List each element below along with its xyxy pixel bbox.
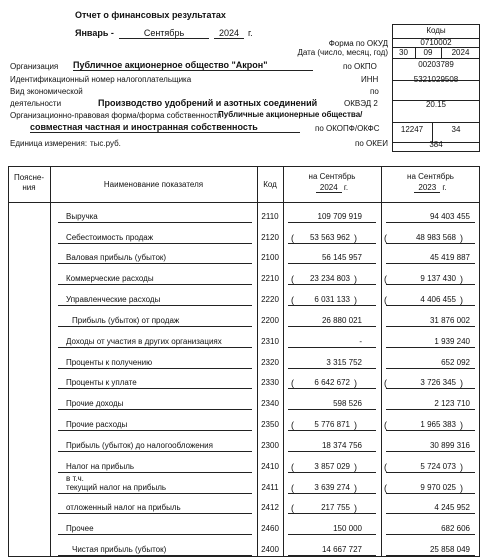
okopf-label: по ОКОПФ/ОКФС <box>315 124 380 133</box>
okei-value: 384 <box>429 140 443 149</box>
row-previous-underline <box>386 472 475 473</box>
open-paren-previous: ( <box>384 295 387 305</box>
open-paren-current: ( <box>291 378 294 388</box>
close-paren-current: ) <box>354 462 357 472</box>
row-previous-value: 25 858 049 <box>429 545 470 554</box>
row-name: отложенный налог на прибыль <box>66 503 181 512</box>
row-previous-value: 1 965 383 <box>420 420 456 429</box>
row-name-underline <box>58 493 252 494</box>
row-name-underline <box>58 451 252 452</box>
row-previous-underline <box>386 513 475 514</box>
row-current-value: 53 563 962 <box>309 233 350 242</box>
activity-label-1: Вид экономической <box>10 87 83 96</box>
row-name: Прочее <box>66 524 94 533</box>
row-name: Налог на прибыль <box>66 462 135 471</box>
open-paren-current: ( <box>291 483 294 493</box>
row-current-value: 23 234 803 <box>309 274 350 283</box>
row-name: Выручка <box>66 212 98 221</box>
row-current-underline <box>288 368 376 369</box>
row-name-underline <box>58 263 252 264</box>
row-prefix: в т.ч. <box>66 474 84 483</box>
date-year: 2024 <box>451 48 470 57</box>
row-current-value: 109 709 919 <box>317 212 362 221</box>
row-previous-value: 3 726 345 <box>420 378 456 387</box>
inn-label: ИНН <box>361 75 379 84</box>
close-paren-previous: ) <box>460 274 463 284</box>
row-previous-value: 652 092 <box>441 358 470 367</box>
close-paren-previous: ) <box>460 295 463 305</box>
row-name-underline <box>58 326 252 327</box>
row-name-underline <box>58 222 252 223</box>
row-code: 2200 <box>261 316 279 325</box>
close-paren-current: ) <box>354 503 357 513</box>
row-previous-underline <box>386 243 475 244</box>
row-code: 2412 <box>261 503 279 512</box>
row-name-underline <box>58 534 252 535</box>
row-code: 2411 <box>261 483 279 492</box>
row-name: Проценты к получению <box>66 358 153 367</box>
row-name: Валовая прибыль (убыток) <box>66 253 167 262</box>
row-name: Прибыль (убыток) до налогообложения <box>66 441 213 450</box>
legal-form-label: Организационно-правовая форма/форма собственности <box>10 111 222 120</box>
col-prev-prefix: на Сентябрь <box>407 172 454 181</box>
row-previous-underline <box>386 493 475 494</box>
okopf-value: 12247 <box>400 125 424 134</box>
row-code: 2340 <box>261 399 279 408</box>
row-current-value: 3 639 274 <box>314 483 350 492</box>
okud-label: Форма по ОКУД <box>328 39 388 48</box>
col-prev-year: 2023 <box>414 183 440 193</box>
row-code: 2120 <box>261 233 279 242</box>
row-current-value: 5 776 871 <box>314 420 350 429</box>
row-code: 2220 <box>261 295 279 304</box>
row-current-underline <box>288 430 376 431</box>
row-name: Прочие доходы <box>66 399 124 408</box>
row-name-underline <box>58 472 252 473</box>
close-paren-current: ) <box>354 378 357 388</box>
row-current-underline <box>288 326 376 327</box>
open-paren-previous: ( <box>384 483 387 493</box>
row-code: 2400 <box>261 545 279 554</box>
open-paren-previous: ( <box>384 274 387 284</box>
row-current-underline <box>288 305 376 306</box>
row-code: 2350 <box>261 420 279 429</box>
legal-form-value-2: совместная частная и иностранная собственность <box>30 122 300 133</box>
okpo-label: по ОКПО <box>343 62 377 71</box>
row-previous-value: 31 876 002 <box>429 316 470 325</box>
row-code: 2100 <box>261 253 279 262</box>
row-previous-underline <box>386 284 475 285</box>
row-current-underline <box>288 222 376 223</box>
col-prev-suffix: г. <box>442 183 447 192</box>
inn-label-left: Идентификационный номер налогоплательщика <box>10 75 192 84</box>
row-previous-value: 682 606 <box>441 524 470 533</box>
row-name: Прочие расходы <box>66 420 128 429</box>
row-current-underline <box>288 243 376 244</box>
open-paren-previous: ( <box>384 462 387 472</box>
row-current-value: 598 526 <box>333 399 362 408</box>
close-paren-current: ) <box>354 233 357 243</box>
unit-value: тыс.руб. <box>90 139 121 148</box>
row-previous-underline <box>386 555 475 556</box>
row-name-underline <box>58 513 252 514</box>
row-name: Проценты к уплате <box>66 378 137 387</box>
open-paren-current: ( <box>291 420 294 430</box>
row-current-underline <box>288 555 376 556</box>
row-code: 2300 <box>261 441 279 450</box>
open-paren-current: ( <box>291 295 294 305</box>
row-name: текущий налог на прибыль <box>66 483 167 492</box>
row-previous-underline <box>386 368 475 369</box>
activity-label-2: деятельности <box>10 99 62 108</box>
open-paren-current: ( <box>291 503 294 513</box>
row-previous-underline <box>386 534 475 535</box>
row-current-value: 14 667 727 <box>321 545 362 554</box>
col-indicator-header: Наименование показателя <box>103 180 204 189</box>
row-previous-value: 30 899 316 <box>429 441 470 450</box>
row-previous-value: 1 939 240 <box>434 337 470 346</box>
open-paren-current: ( <box>291 233 294 243</box>
row-previous-underline <box>386 263 475 264</box>
inn-value: 5321029508 <box>413 75 459 84</box>
close-paren-previous: ) <box>460 483 463 493</box>
row-current-underline <box>288 284 376 285</box>
row-current-value: 3 315 752 <box>326 358 362 367</box>
close-paren-current: ) <box>354 483 357 493</box>
row-name: Коммерческие расходы <box>66 274 154 283</box>
row-previous-underline <box>386 326 475 327</box>
row-current-value: 6 031 133 <box>314 295 350 304</box>
open-paren-current: ( <box>291 462 294 472</box>
close-paren-current: ) <box>354 274 357 284</box>
okpo-value: 00203789 <box>418 60 454 69</box>
period-month: Сентябрь <box>119 28 209 39</box>
legal-form-value-1: Публичные акционерные общества/ <box>218 110 363 119</box>
report-title: Отчет о финансовых результатах <box>75 10 226 20</box>
row-code: 2460 <box>261 524 279 533</box>
col-code-header: Код <box>263 180 277 189</box>
row-name-underline <box>58 430 252 431</box>
unit-label: Единица измерения: <box>10 139 88 148</box>
okud-value: 0710002 <box>420 38 452 47</box>
row-name-underline <box>58 555 252 556</box>
col-current-period <box>283 183 381 193</box>
row-name: Чистая прибыль (убыток) <box>72 545 167 554</box>
close-paren-current: ) <box>354 420 357 430</box>
row-name-underline <box>58 243 252 244</box>
row-code: 2310 <box>261 337 279 346</box>
row-current-value: 6 642 672 <box>314 378 350 387</box>
row-code: 2210 <box>261 274 279 283</box>
period-year-suffix: г. <box>248 28 253 38</box>
open-paren-previous: ( <box>384 233 387 243</box>
row-name: Себестоимость продаж <box>66 233 154 242</box>
row-previous-underline <box>386 347 475 348</box>
close-paren-previous: ) <box>460 233 463 243</box>
row-previous-value: 94 403 455 <box>429 212 470 221</box>
col-prev-period <box>381 183 480 193</box>
row-name: Управленческие расходы <box>66 295 161 304</box>
row-name-underline <box>58 409 252 410</box>
row-name-underline <box>58 284 252 285</box>
period-year: 2024 <box>214 28 244 39</box>
close-paren-previous: ) <box>460 420 463 430</box>
row-previous-value: 4 406 455 <box>420 295 456 304</box>
row-current-value: 26 880 021 <box>321 316 362 325</box>
row-current-underline <box>288 472 376 473</box>
open-paren-previous: ( <box>384 378 387 388</box>
row-current-underline <box>288 493 376 494</box>
row-current-value: 56 145 957 <box>321 253 362 262</box>
row-code: 2410 <box>261 462 279 471</box>
row-code: 2320 <box>261 358 279 367</box>
row-current-value: 217 755 <box>321 503 350 512</box>
row-name-underline <box>58 305 252 306</box>
codes-title: Коды <box>426 26 446 35</box>
close-paren-current: ) <box>354 295 357 305</box>
row-previous-underline <box>386 451 475 452</box>
row-previous-underline <box>386 222 475 223</box>
okved-label: ОКВЭД 2 <box>344 99 378 108</box>
date-month: 09 <box>423 48 433 57</box>
row-previous-underline <box>386 409 475 410</box>
row-previous-value: 2 123 710 <box>434 399 470 408</box>
row-name: Прибыль (убыток) от продаж <box>72 316 180 325</box>
row-code: 2330 <box>261 378 279 387</box>
row-code: 2110 <box>261 212 279 221</box>
row-previous-underline <box>386 388 475 389</box>
row-name-underline <box>58 368 252 369</box>
date-label: Дата (число, месяц, год) <box>297 48 388 57</box>
row-current-underline <box>288 409 376 410</box>
row-current-underline <box>288 451 376 452</box>
row-name: Доходы от участия в других организациях <box>66 337 222 346</box>
row-previous-value: 4 245 952 <box>434 503 470 512</box>
row-current-value: 3 857 029 <box>314 462 350 471</box>
org-label: Организация <box>10 62 59 71</box>
row-current-underline <box>288 534 376 535</box>
col-current-suffix: г. <box>343 183 349 192</box>
col-current-prefix: на Сентябрь <box>308 172 356 181</box>
row-current-underline <box>288 513 376 514</box>
row-current-underline <box>288 388 376 389</box>
row-previous-underline <box>386 430 475 431</box>
row-previous-value: 45 419 887 <box>429 253 470 262</box>
activity-po: по <box>370 87 379 96</box>
row-previous-value: 5 724 073 <box>420 462 456 471</box>
col-current-year: 2024 <box>316 183 342 193</box>
row-previous-value: 48 983 568 <box>415 233 456 242</box>
row-previous-underline <box>386 305 475 306</box>
okved-value: 20.15 <box>425 100 447 109</box>
row-current-value: - <box>359 337 362 346</box>
close-paren-previous: ) <box>460 462 463 472</box>
row-previous-value: 9 970 025 <box>420 483 456 492</box>
close-paren-previous: ) <box>460 378 463 388</box>
okei-label: по ОКЕИ <box>355 139 388 148</box>
row-current-value: 18 374 756 <box>321 441 362 450</box>
row-current-underline <box>288 347 376 348</box>
row-name-underline <box>58 347 252 348</box>
period-from: Январь - <box>75 28 114 38</box>
col-notes-header: Поясне- ния <box>13 173 45 192</box>
org-name: Публичное акционерное общество "Акрон" <box>73 60 313 71</box>
row-current-value: 150 000 <box>333 524 362 533</box>
row-previous-value: 9 137 430 <box>420 274 456 283</box>
date-day: 30 <box>399 48 408 57</box>
activity-value: Производство удобрений и азотных соединений <box>98 98 318 108</box>
row-current-underline <box>288 263 376 264</box>
row-name-underline <box>58 388 252 389</box>
open-paren-previous: ( <box>384 420 387 430</box>
okfs-value: 34 <box>451 125 461 134</box>
open-paren-current: ( <box>291 274 294 284</box>
